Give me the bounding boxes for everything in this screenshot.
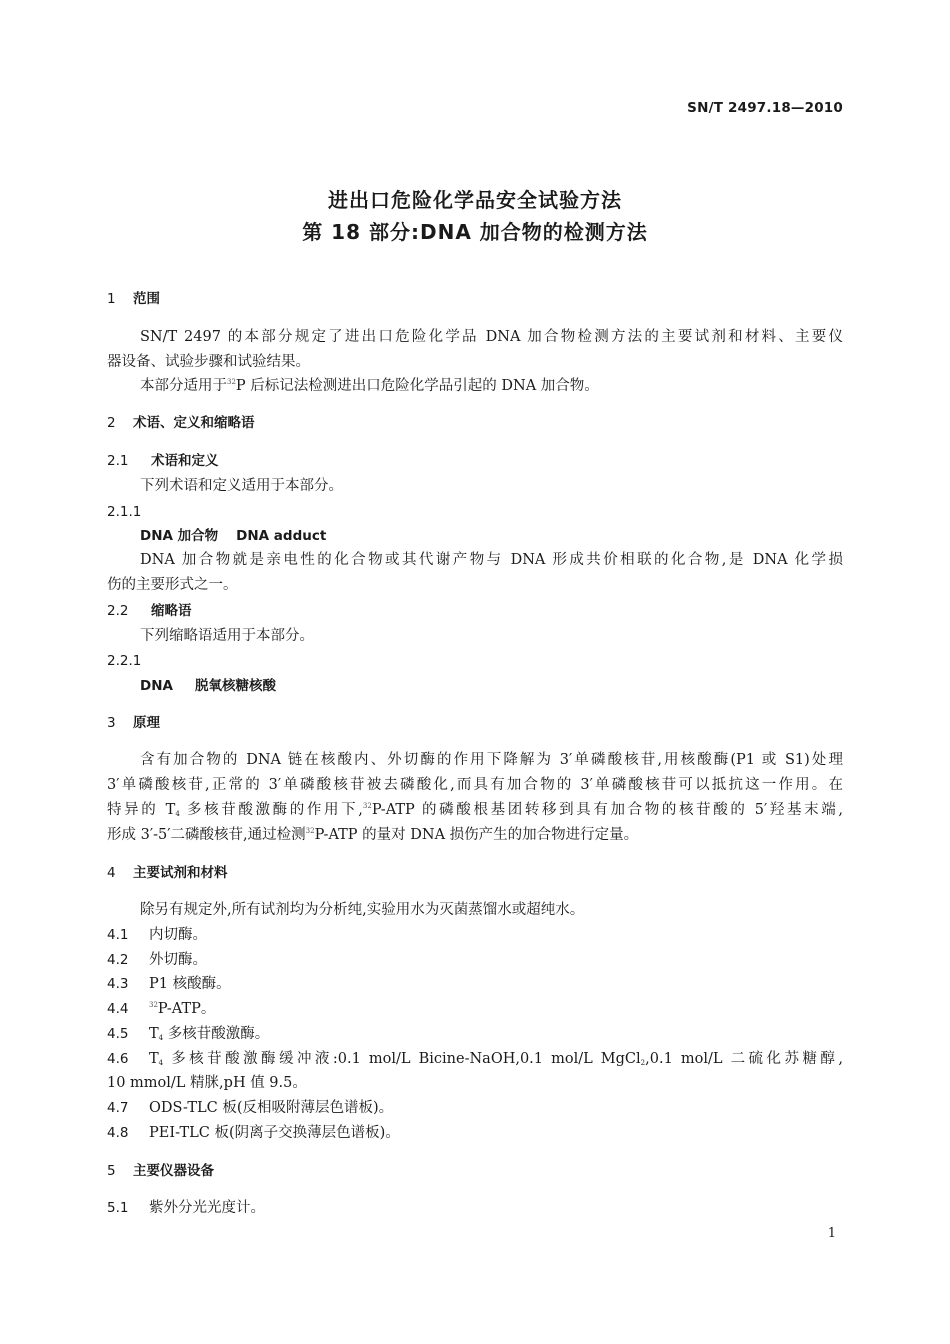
section-4-heading: [107, 863, 843, 883]
section-5-heading: [107, 1161, 843, 1181]
section-1-paragraph-2: [140, 376, 843, 396]
section-number: 1: [107, 291, 116, 307]
section-title: 术语和定义: [151, 453, 219, 469]
list-item: [107, 1049, 843, 1069]
list-item-continuation: 10 mmol/L 精脒,pH 值 9.5。: [107, 1075, 307, 1091]
item-number: 4.8: [107, 1125, 129, 1141]
item-text: 紫外分光光度计。: [149, 1200, 265, 1216]
text: 本部分适用于: [140, 378, 227, 394]
page-number: 1: [827, 1226, 836, 1241]
superscript: 32: [149, 1001, 158, 1009]
text: 形成 3′-5′二磷酸核苷,通过检测: [107, 827, 306, 843]
section-2-heading: [107, 413, 843, 433]
subscript: 2: [640, 1059, 646, 1067]
list-item: [107, 925, 843, 945]
item-text: ODS-TLC 板(反相吸附薄层色谱板)。: [149, 1100, 394, 1116]
list-item: [107, 1024, 843, 1044]
list-item: [107, 1198, 843, 1218]
term-english: DNA adduct: [236, 528, 327, 544]
term-chinese: DNA 加合物: [140, 528, 219, 544]
list-item: [107, 974, 843, 994]
item-text: 内切酶。: [149, 927, 207, 943]
item-text: 多核苷酸激酶。: [163, 1026, 270, 1042]
section-1-paragraph-1-line-2: 器设备、试验步骤和试验结果。: [107, 354, 310, 370]
item-number: 4.2: [107, 952, 129, 968]
abbreviation-meaning: 脱氧核糖核酸: [194, 678, 276, 694]
item-text: 外切酶。: [149, 952, 207, 968]
subscript: 4: [175, 810, 180, 818]
principle-line-1: 含有加合物的 DNA 链在核酸内、外切酶的作用下降解为 3′单磷酸核苷,用核酸酶(P1 或 S1)处理: [140, 752, 843, 768]
section-2-2-1-number: 2.2.1: [107, 653, 142, 669]
item-text: PEI-TLC 板(阴离子交换薄层色谱板)。: [149, 1125, 400, 1141]
text: T: [149, 1051, 159, 1067]
definition-line-1: DNA 加合物就是亲电性的化合物或其代谢产物与 DNA 形成共价相联的化合物,是 DNA 化学损: [140, 552, 843, 568]
standard-code: SN/T 2497.18—2010: [687, 100, 843, 116]
section-title: 缩略语: [151, 603, 192, 619]
text: P-ATP 的量对 DNA 损伤产生的加合物进行定量。: [314, 827, 639, 843]
definition-line-2: 伤的主要形式之一。: [107, 577, 238, 593]
principle-line-2: 3′单磷酸核苷,正常的 3′单磷酸核苷被去磷酸化,而具有加合物的 3′单磷酸核苷可以抵抗这一作用。在: [107, 777, 843, 793]
section-title: 范围: [133, 291, 160, 307]
section-title: 原理: [133, 715, 160, 731]
principle-line-3: [107, 800, 843, 820]
section-number: 3: [107, 715, 116, 731]
list-item: [107, 999, 843, 1019]
abbreviation-entry: [140, 676, 843, 696]
section-2-1-heading: [107, 451, 843, 471]
text: 多核苷酸激酶的作用下,: [179, 802, 363, 818]
section-number: 2.1: [107, 453, 129, 469]
subscript: 4: [158, 1059, 164, 1067]
superscript: 32: [362, 802, 372, 810]
section-1-paragraph-1-line-1: SN/T 2497 的本部分规定了进出口危险化学品 DNA 加合物检测方法的主要试剂和材料、主要仪: [140, 329, 843, 345]
text: ,0.1 mol/L 二硫化苏糖醇,: [645, 1051, 843, 1067]
section-2-2-text: 下列缩略语适用于本部分。: [140, 628, 314, 644]
subscript: 4: [158, 1034, 164, 1042]
section-number: 5: [107, 1163, 116, 1179]
abbreviation: DNA: [140, 678, 173, 694]
section-number: 4: [107, 865, 116, 881]
section-2-2-heading: [107, 601, 843, 621]
superscript: 32: [227, 378, 236, 386]
section-2-1-text: 下列术语和定义适用于本部分。: [140, 478, 343, 494]
section-1-heading: [107, 289, 843, 309]
section-4-intro: 除另有规定外,所有试剂均为分析纯,实验用水为灭菌蒸馏水或超纯水。: [140, 902, 585, 918]
section-title: 主要试剂和材料: [133, 865, 228, 881]
superscript: 32: [305, 827, 315, 835]
item-number: 4.1: [107, 927, 129, 943]
item-text: P-ATP。: [157, 1001, 216, 1017]
document-title-line1: 进出口危险化学品安全试验方法: [328, 188, 622, 212]
text: 特异的 T: [107, 802, 176, 818]
section-number: 2.2: [107, 603, 129, 619]
term-entry: [140, 526, 843, 546]
section-title: 主要仪器设备: [133, 1163, 214, 1179]
list-item: [107, 950, 843, 970]
list-item: [107, 1123, 843, 1143]
item-number: 4.7: [107, 1100, 129, 1116]
document-title-line2: 第 18 部分:DNA 加合物的检测方法: [302, 220, 648, 244]
item-number: 4.5: [107, 1026, 129, 1042]
text: T: [149, 1026, 159, 1042]
section-number: 2: [107, 415, 116, 431]
item-number: 4.6: [107, 1051, 129, 1067]
item-text: P1 核酸酶。: [149, 976, 231, 992]
item-number: 5.1: [107, 1200, 129, 1216]
section-3-heading: [107, 713, 843, 733]
text: 多核苷酸激酶缓冲液:0.1 mol/L Bicine-NaOH,0.1 mol/L MgCl: [163, 1051, 641, 1067]
item-number: 4.3: [107, 976, 129, 992]
text: P-ATP 的磷酸根基团转移到具有加合物的核苷酸的 5′羟基末端,: [371, 802, 844, 818]
principle-line-4: [107, 825, 843, 845]
section-2-1-1-number: 2.1.1: [107, 504, 142, 520]
section-title: 术语、定义和缩略语: [133, 415, 255, 431]
text: P 后标记法检测进出口危险化学品引起的 DNA 加合物。: [235, 378, 599, 394]
list-item: [107, 1098, 843, 1118]
item-number: 4.4: [107, 1001, 129, 1017]
